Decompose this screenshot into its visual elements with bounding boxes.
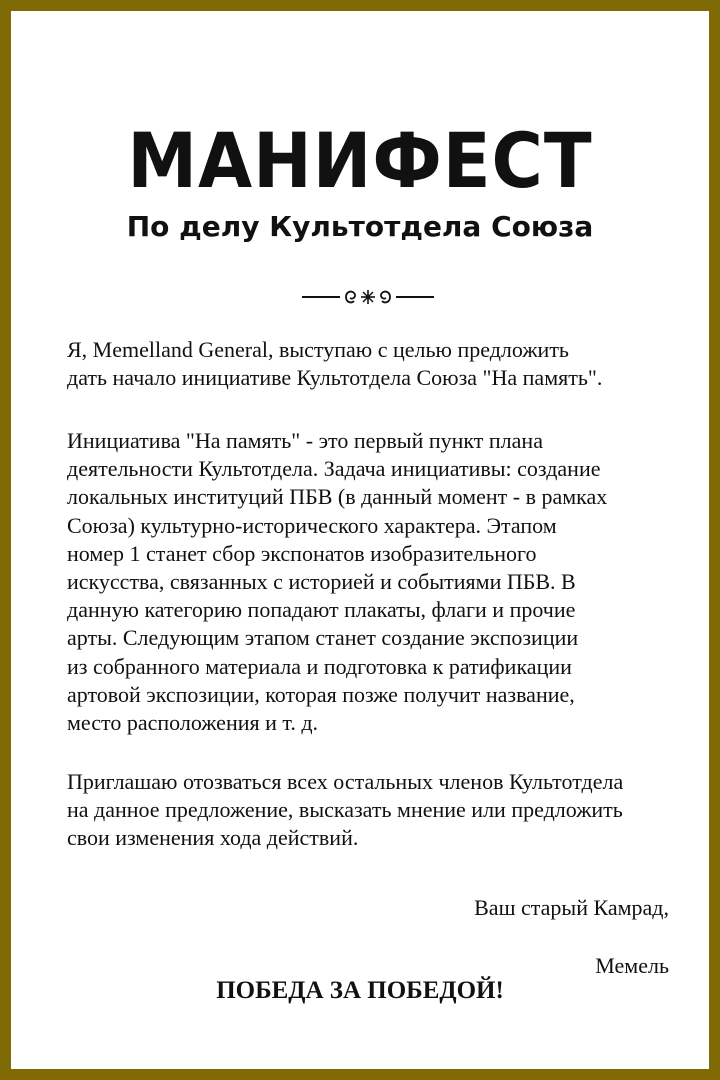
closing-motto: ПОБЕДА ЗА ПОБЕДОЙ! [216,977,504,1004]
page-subtitle: По делу Культотдела Союза [126,210,594,243]
paragraph-initiative: Инициатива "На память" - это первый пункт плана деятельности Культотдела. Задача инициативы: создание локальных институций ПБВ (в данный момент - в рамках Союза) культурно-исторического характера. Этапом номер 1 станет сбор экспонатов изобразительного искусства, связанных с историей и событиями ПБВ. В данную категорию попадают плакаты, флаги и прочие арты. Следующим этапом станет создание экспозиции из собранного материала и подготовка к ратификации артовой экспозиции, которая позже получит название, место расположения и т. д. [67,428,608,736]
ornament-divider-icon [302,283,434,311]
paragraph-introduction: Я, Memelland General, выступаю с целью предложить дать начало инициативе Культотдела Союза "На память". [67,337,603,391]
signature-name: Мемель [595,953,669,978]
paragraph-invitation: Приглашаю отозваться всех остальных членов Культотдела на данное предложение, высказать мнение или предложить свои изменения хода действий. [67,769,624,851]
signature-closing: Ваш старый Камрад, [474,895,669,920]
page-title: МАНИФЕСТ [127,116,593,206]
